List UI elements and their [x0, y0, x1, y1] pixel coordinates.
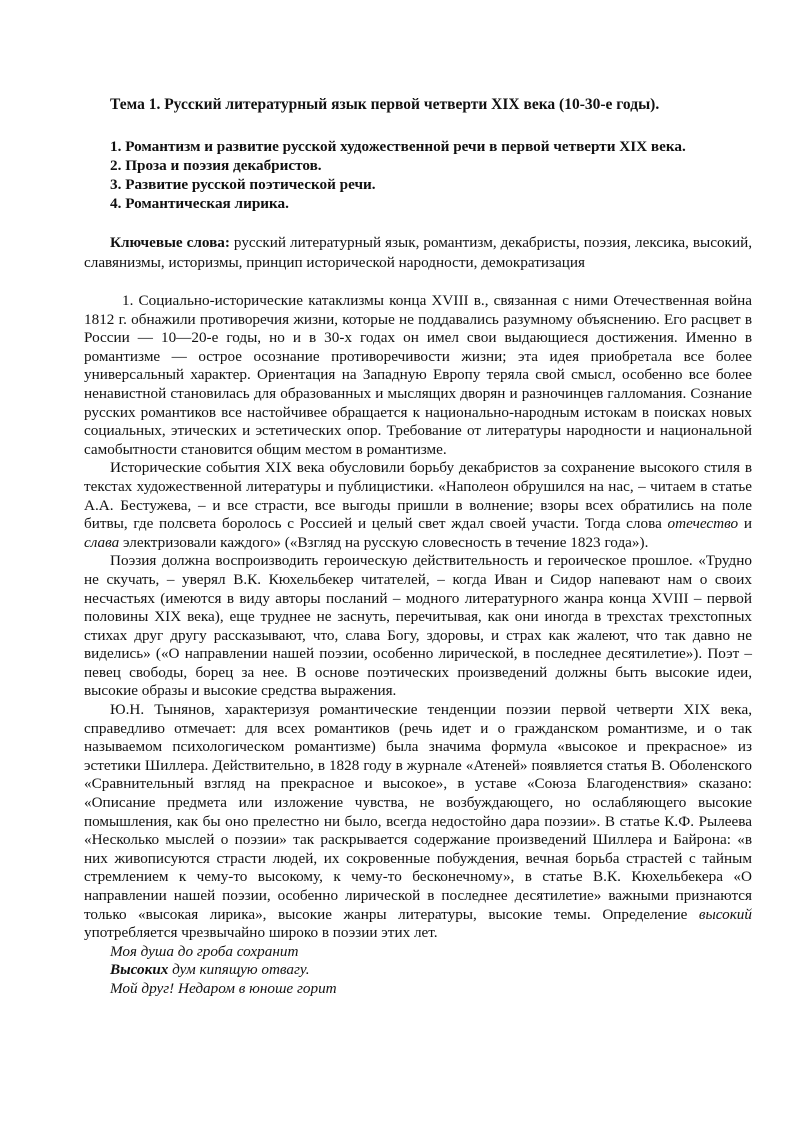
topic-outline — [110, 137, 752, 213]
paragraph-2-text: электризовали каждого» («Взгляд на русскую словесность в течение 1823 года»). — [119, 533, 649, 551]
paragraph-2 — [84, 459, 752, 552]
document-content — [84, 95, 752, 999]
keywords-paragraph — [84, 233, 752, 272]
poem-line-text: дум кипящую отвагу. — [168, 961, 310, 979]
poem-line — [110, 961, 752, 980]
outline-item: 2. Проза и поэзия декабристов. — [110, 157, 322, 174]
outline-item: 4. Романтическая лирика. — [110, 195, 289, 212]
paragraph-2-text: Исторические события XIX века обусловили борьбу декабристов за сохранение высокого стиля в текстах художественной литературы и публицистики. «Наполеон обрушился на нас, – читаем в статье А.А. Бестужева, – и все страсти, все выгоды пришли в волнение; взоры всех обратились на поле битвы, где полсвета боролось с Россией и целый свет ждал своей участи. Тогда слова — [84, 459, 752, 533]
keywords-text: русский литературный язык, романтизм, декабристы, поэзия, лексика, высокий, славянизмы, историзмы, принцип исторической народности, демократизация — [84, 234, 752, 271]
page-title: Тема 1. Русский литературный язык первой четверти XIX века (10-30-е годы). — [110, 96, 660, 113]
paragraph-1: 1. Социально-исторические катаклизмы конца XVIII в., связанная с ними Отечественная война 1812 г. обнажили противоречия жизни, которые не поддавались разумному объяснению. Его расцвет в России — 10—20-е годы, но и в 30-х годах он имел свои выдающиеся достижения. Именно в романтизме — острое осознание противоречивости жизни; эта идея приобретала все более универсальный характер. Ориентация на Западную Европу теряла свой смысл, особенно все более ненавистной становилась для образованных и мыслящих дворян и разночинцев галломания. Сознание русских романтиков все настойчивее обращается к национально-народным истокам в поисках новых социальных, этических и эстетических опор. Требование от литературы народности и национальной самобытности становится общим местом в романтизме. — [84, 292, 752, 458]
emphasis-term: слава — [84, 533, 120, 551]
emphasis-term: высокий — [698, 905, 752, 923]
paragraph-4 — [84, 701, 752, 943]
paragraph-2-text: и — [738, 515, 752, 533]
outline-item: 3. Развитие русской поэтической речи. — [110, 176, 376, 193]
paragraph-3: Поэзия должна воспроизводить героическую действительность и героическое прошлое. «Трудно не скучать, – уверял В.К. Кюхельбекер читателей, – когда Иван и Сидор напевают нам о своих несчастьях (имеются в виду авторы посланий – модного литературного жанра конца XVIII – первой половины XIX века), еще труднее не заснуть, перечитывая, как они иногда в трехстах трехстопных стихах друг другу рассказывают, что, слава Богу, здоровы, и страх как жалеют, что так давно не виделись» («О направлении нашей поэзии, особенно лирической, в последнее десятилетие»). Поэт – певец свободы, борец за нее. В основе поэтических произведений должны быть высокие идеи, высокие образы и высокие средства выражения. — [84, 552, 752, 700]
poem-line: Мой друг! Недаром в юноше горит — [110, 979, 337, 997]
outline-item: 1. Романтизм и развитие русской художественной речи в первой четверти XIX века. — [110, 138, 686, 155]
emphasis-term: отечество — [667, 515, 739, 533]
keywords-label: Ключевые слова: — [110, 234, 230, 251]
poem-line: Моя душа до гроба сохранит — [110, 942, 299, 960]
poem-bold-word: Высоких — [110, 961, 169, 979]
paragraph-4-text: употребляется чрезвычайно широко в поэзии этих лет. — [84, 924, 438, 942]
poem-excerpt — [110, 943, 752, 999]
paragraph-4-text: Ю.Н. Тынянов, характеризуя романтические тенденции поэзии первой четверти XIX века, справедливо отмечает: для всех романтиков (речь идет и о гражданском романтизме, и о так называемом психологическом романтизме) была значима формула «высокое и прекрасное» из эстетики Шиллера. Действительно, в 1828 году в журнале «Атеней» появляется статья В. Оболенского «Сравнительный взгляд на прекрасное и высокое», в уставе «Союза Благоденствия» сказано: «Описание предмета или изложение чувства, не возбуждающего, но ослабляющего высокие помышления, как бы оно прелестно ни было, всегда недостойно дара поэзии». В статье К.Ф. Рылеева «Несколько мыслей о поэзии» так раскрывается содержание произведений Шиллера и Байрона: «в них живописуются страсти людей, их сокровенные побуждения, вечная борьба страстей с тайным стремлением к чему-то высокому, к чему-то бесконечному», в статье В.К. Кюхельбекера «О направлении нашей поэзии, особенно лирической в последнее десятилетие» важными признаются только «высокая лирика», высокие жанры литературы, высокие темы. Определение — [84, 701, 752, 923]
